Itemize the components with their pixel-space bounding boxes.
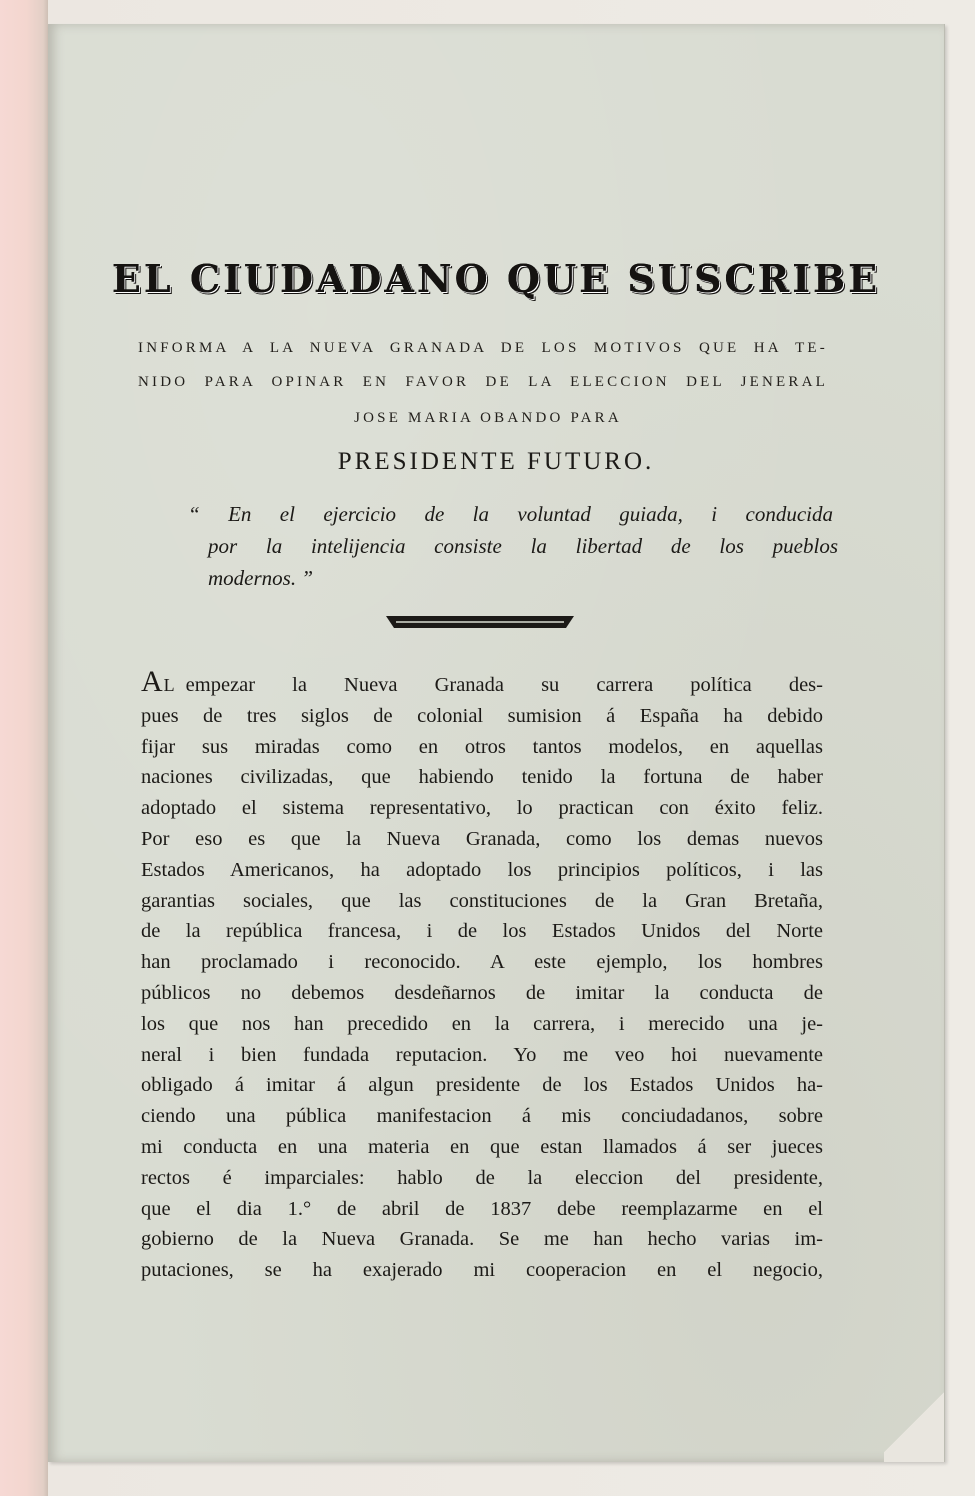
body-line: Por eso es que la Nueva Granada, como los demas nuevos — [141, 827, 823, 850]
section-heading: PRESIDENTE FUTURO. — [337, 448, 655, 475]
body-line: han proclamado i reconocido. A este ejemplo, los hombres — [141, 951, 823, 974]
body-line: rectos é imparciales: hablo de la eleccion del presidente, — [141, 1166, 823, 1189]
body-line: putaciones, se ha exajerado mi cooperacion en el negocio, — [141, 1259, 823, 1282]
adjacent-page-edge — [0, 0, 48, 1496]
document-title: EL CIUDADANO QUE SUSCRIBE — [111, 256, 881, 301]
body-paragraph — [141, 665, 823, 1286]
body-line: que el dia 1.° de abril de 1837 debe reemplazarme en el — [141, 1197, 823, 1220]
body-line: mi conducta en una materia en que estan llamados á ser jueces — [141, 1135, 823, 1158]
body-line: los que nos han precedido en la carrera, i merecido una je- — [141, 1012, 823, 1035]
body-first-line — [141, 665, 823, 701]
body-line: pues de tres siglos de colonial sumision á España ha debido — [141, 704, 823, 727]
decorative-rule — [386, 614, 574, 630]
body-line: obligado á imitar á algun presidente de los Estados Unidos ha- — [141, 1074, 823, 1097]
body-line: neral i bien fundada reputacion. Yo me veo hoi nuevamente — [141, 1043, 823, 1066]
page-corner-fold — [884, 1382, 944, 1462]
body-line: de la república francesa, i de los Estados Unidos del Norte — [141, 920, 823, 943]
body-line: naciones civilizadas, que habiendo tenido la fortuna de haber — [141, 766, 823, 789]
body-first-line-text: empezar la Nueva Granada su carrera política des- — [185, 674, 823, 696]
body-line: Estados Americanos, ha adoptado los principios políticos, i las — [141, 858, 823, 881]
body-first-word — [141, 665, 176, 701]
drop-cap-rest: L — [163, 675, 176, 695]
subtitle-line-1: INFORMA A LA NUEVA GRANADA DE LOS MOTIVOS QUE HA TE- — [138, 340, 828, 356]
body-line: adoptado el sistema representativo, lo practican con éxito feliz. — [141, 797, 823, 820]
subtitle-line-3: JOSE MARIA OBANDO PARA — [354, 410, 622, 426]
subtitle-line-2: NIDO PARA OPINAR EN FAVOR DE LA ELECCION DEL JENERAL — [138, 374, 828, 390]
body-line: públicos no debemos desdeñarnos de imitar la conducta de — [141, 981, 823, 1004]
body-line: garantias sociales, que las constituciones de la Gran Bretaña, — [141, 889, 823, 912]
epigraph-line-2: por la intelijencia consiste la libertad de los pueblos — [208, 534, 838, 558]
body-line: ciendo una pública manifestacion á mis conciudadanos, sobre — [141, 1105, 823, 1128]
body-line: fijar sus miradas como en otros tantos modelos, en aquellas — [141, 735, 823, 758]
epigraph-line-3: modernos. ” — [208, 566, 314, 590]
body-line: gobierno de la Nueva Granada. Se me han hecho varias im- — [141, 1228, 823, 1251]
drop-cap: A — [141, 665, 164, 698]
epigraph-line-1: “ En el ejercicio de la voluntad guiada, i conducida — [188, 502, 833, 526]
